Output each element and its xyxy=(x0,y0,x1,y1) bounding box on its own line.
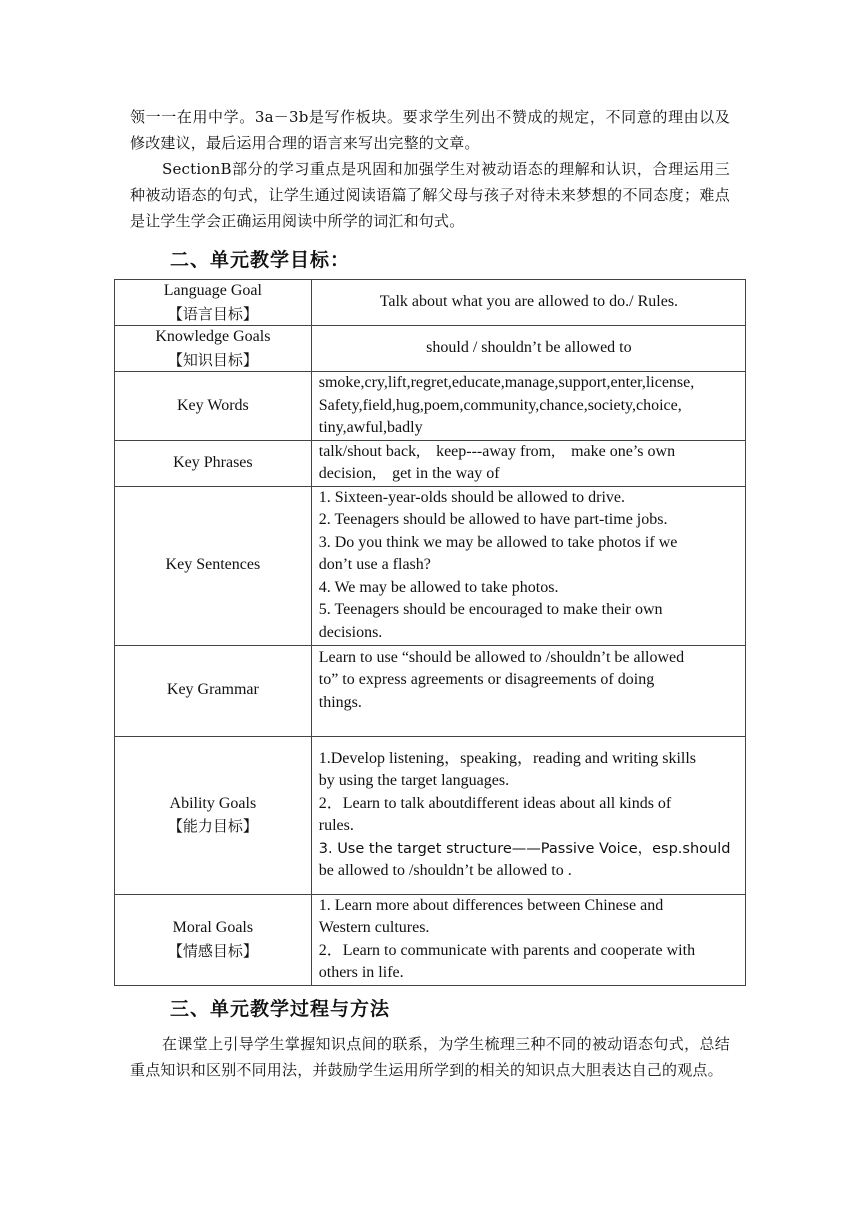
content-line: 1. Sixteen-year-olds should be allowed to drive. xyxy=(318,488,626,506)
row-content-key-grammar xyxy=(311,645,745,736)
section-heading-teaching-goals: 二、单元教学目标： xyxy=(170,249,351,271)
row-label-en: Key Grammar xyxy=(166,681,259,699)
content-line: 1. Learn more about differences between Chinese and xyxy=(318,896,664,914)
content-line: 1.Develop listening，speaking，reading and writing skills xyxy=(318,749,697,767)
content-line: 3. Use the target structure——Passive Voice，esp.should xyxy=(318,840,731,857)
row-label-en: Key Phrases xyxy=(173,453,253,471)
row-label-knowledge-goals xyxy=(115,326,312,372)
row-label-cn: 【知识目标】 xyxy=(167,350,258,369)
row-label-en: Moral Goals xyxy=(172,919,254,936)
content-line: Talk about what you are allowed to do./ Rules. xyxy=(379,293,679,311)
row-label-key-words xyxy=(115,372,312,441)
content-line: 4. We may be allowed to take photos. xyxy=(318,578,559,596)
row-label-en: Knowledge Goals xyxy=(155,328,271,345)
content-line: talk/shout back, keep---away from, make one’s own xyxy=(318,442,676,460)
content-line: be allowed to /shouldn’t be allowed to . xyxy=(318,862,572,879)
row-label-cn: 【能力目标】 xyxy=(167,817,258,835)
content-line: don’t use a flash? xyxy=(318,556,431,574)
content-line: to” to express agreements or disagreements of doing xyxy=(318,671,655,688)
row-label-en: Ability Goals xyxy=(169,794,257,812)
content-line: things. xyxy=(318,693,362,711)
row-label-moral-goals xyxy=(115,894,312,985)
table-row-key-words xyxy=(115,372,746,441)
process-paragraph: 在课堂上引导学生掌握知识点间的联系，为学生梳理三种不同的被动语态句式，总结重点知识和区别不同用法，并鼓励学生运用所学到的相关的知识点大胆表达自己的观点。 xyxy=(130,1035,730,1079)
content-line: by using the target languages. xyxy=(318,772,510,789)
content-line: Western cultures. xyxy=(318,919,430,936)
row-label-en: Key Words xyxy=(177,396,249,414)
table-row-key-sentences xyxy=(115,486,746,645)
table-row-key-phrases xyxy=(115,440,746,486)
content-line: Safety,field,hug,poem,community,chance,society,choice, xyxy=(318,396,682,414)
content-line: 2．Learn to communicate with parents and cooperate with xyxy=(318,941,696,959)
content-line: decision, get in the way of xyxy=(318,465,500,482)
row-content-language-goal xyxy=(311,280,745,326)
row-content-key-sentences xyxy=(311,486,745,645)
content-line: tiny,awful,badly xyxy=(318,419,423,436)
content-line: others in life. xyxy=(318,964,404,981)
table-row-knowledge-goals xyxy=(115,326,746,372)
row-label-en: Key Sentences xyxy=(165,556,261,574)
teaching-goals-table xyxy=(114,279,746,986)
content-line: 2．Learn to talk aboutdifferent ideas about all kinds of xyxy=(318,794,672,812)
row-content-key-words xyxy=(311,372,745,441)
section-heading-process-methods: 三、单元教学过程与方法 xyxy=(170,998,391,1020)
intro-paragraph-1: 领一一在用中学。3a－3b是写作板块。要求学生列出不赞成的规定，不同意的理由以及修改建议，最后运用合理的语言来写出完整的文章。 xyxy=(130,108,730,152)
content-line: decisions. xyxy=(318,623,383,641)
content-line: 5. Teenagers should be encouraged to make their own xyxy=(318,601,663,619)
row-content-key-phrases xyxy=(311,440,745,486)
row-label-key-sentences xyxy=(115,486,312,645)
content-line: 2. Teenagers should be allowed to have part-time jobs. xyxy=(318,511,668,529)
table-row-ability-goals xyxy=(115,736,746,894)
table-row-moral-goals xyxy=(115,894,746,985)
content-line: Learn to use “should be allowed to /shouldn’t be allowed xyxy=(318,648,685,666)
row-label-language-goal xyxy=(115,280,312,326)
content-line: smoke,cry,lift,regret,educate,manage,support,enter,license, xyxy=(318,374,695,391)
row-content-moral-goals xyxy=(311,894,745,985)
row-label-en: Language Goal xyxy=(163,282,262,299)
content-line: should / shouldn’t be allowed to xyxy=(426,339,632,357)
content-line: rules. xyxy=(318,817,354,834)
row-content-ability-goals xyxy=(311,736,745,894)
row-label-cn: 【语言目标】 xyxy=(167,304,258,323)
content-line: 3. Do you think we may be allowed to take photos if we xyxy=(318,533,678,551)
row-label-key-phrases xyxy=(115,440,312,486)
table-row-language-goal xyxy=(115,280,746,326)
row-label-ability-goals xyxy=(115,736,312,894)
table-row-key-grammar xyxy=(115,645,746,736)
row-label-cn: 【情感目标】 xyxy=(167,941,258,960)
row-label-key-grammar xyxy=(115,645,312,736)
intro-paragraph-2: SectionB部分的学习重点是巩固和加强学生对被动语态的理解和认识，合理运用三种被动语态的句式，让学生通过阅读语篇了解父母与孩子对待未来梦想的不同态度；难点是让学生学会正确运用阅读中所学的词汇和句式。 xyxy=(130,160,730,230)
row-content-knowledge-goals xyxy=(311,326,745,372)
